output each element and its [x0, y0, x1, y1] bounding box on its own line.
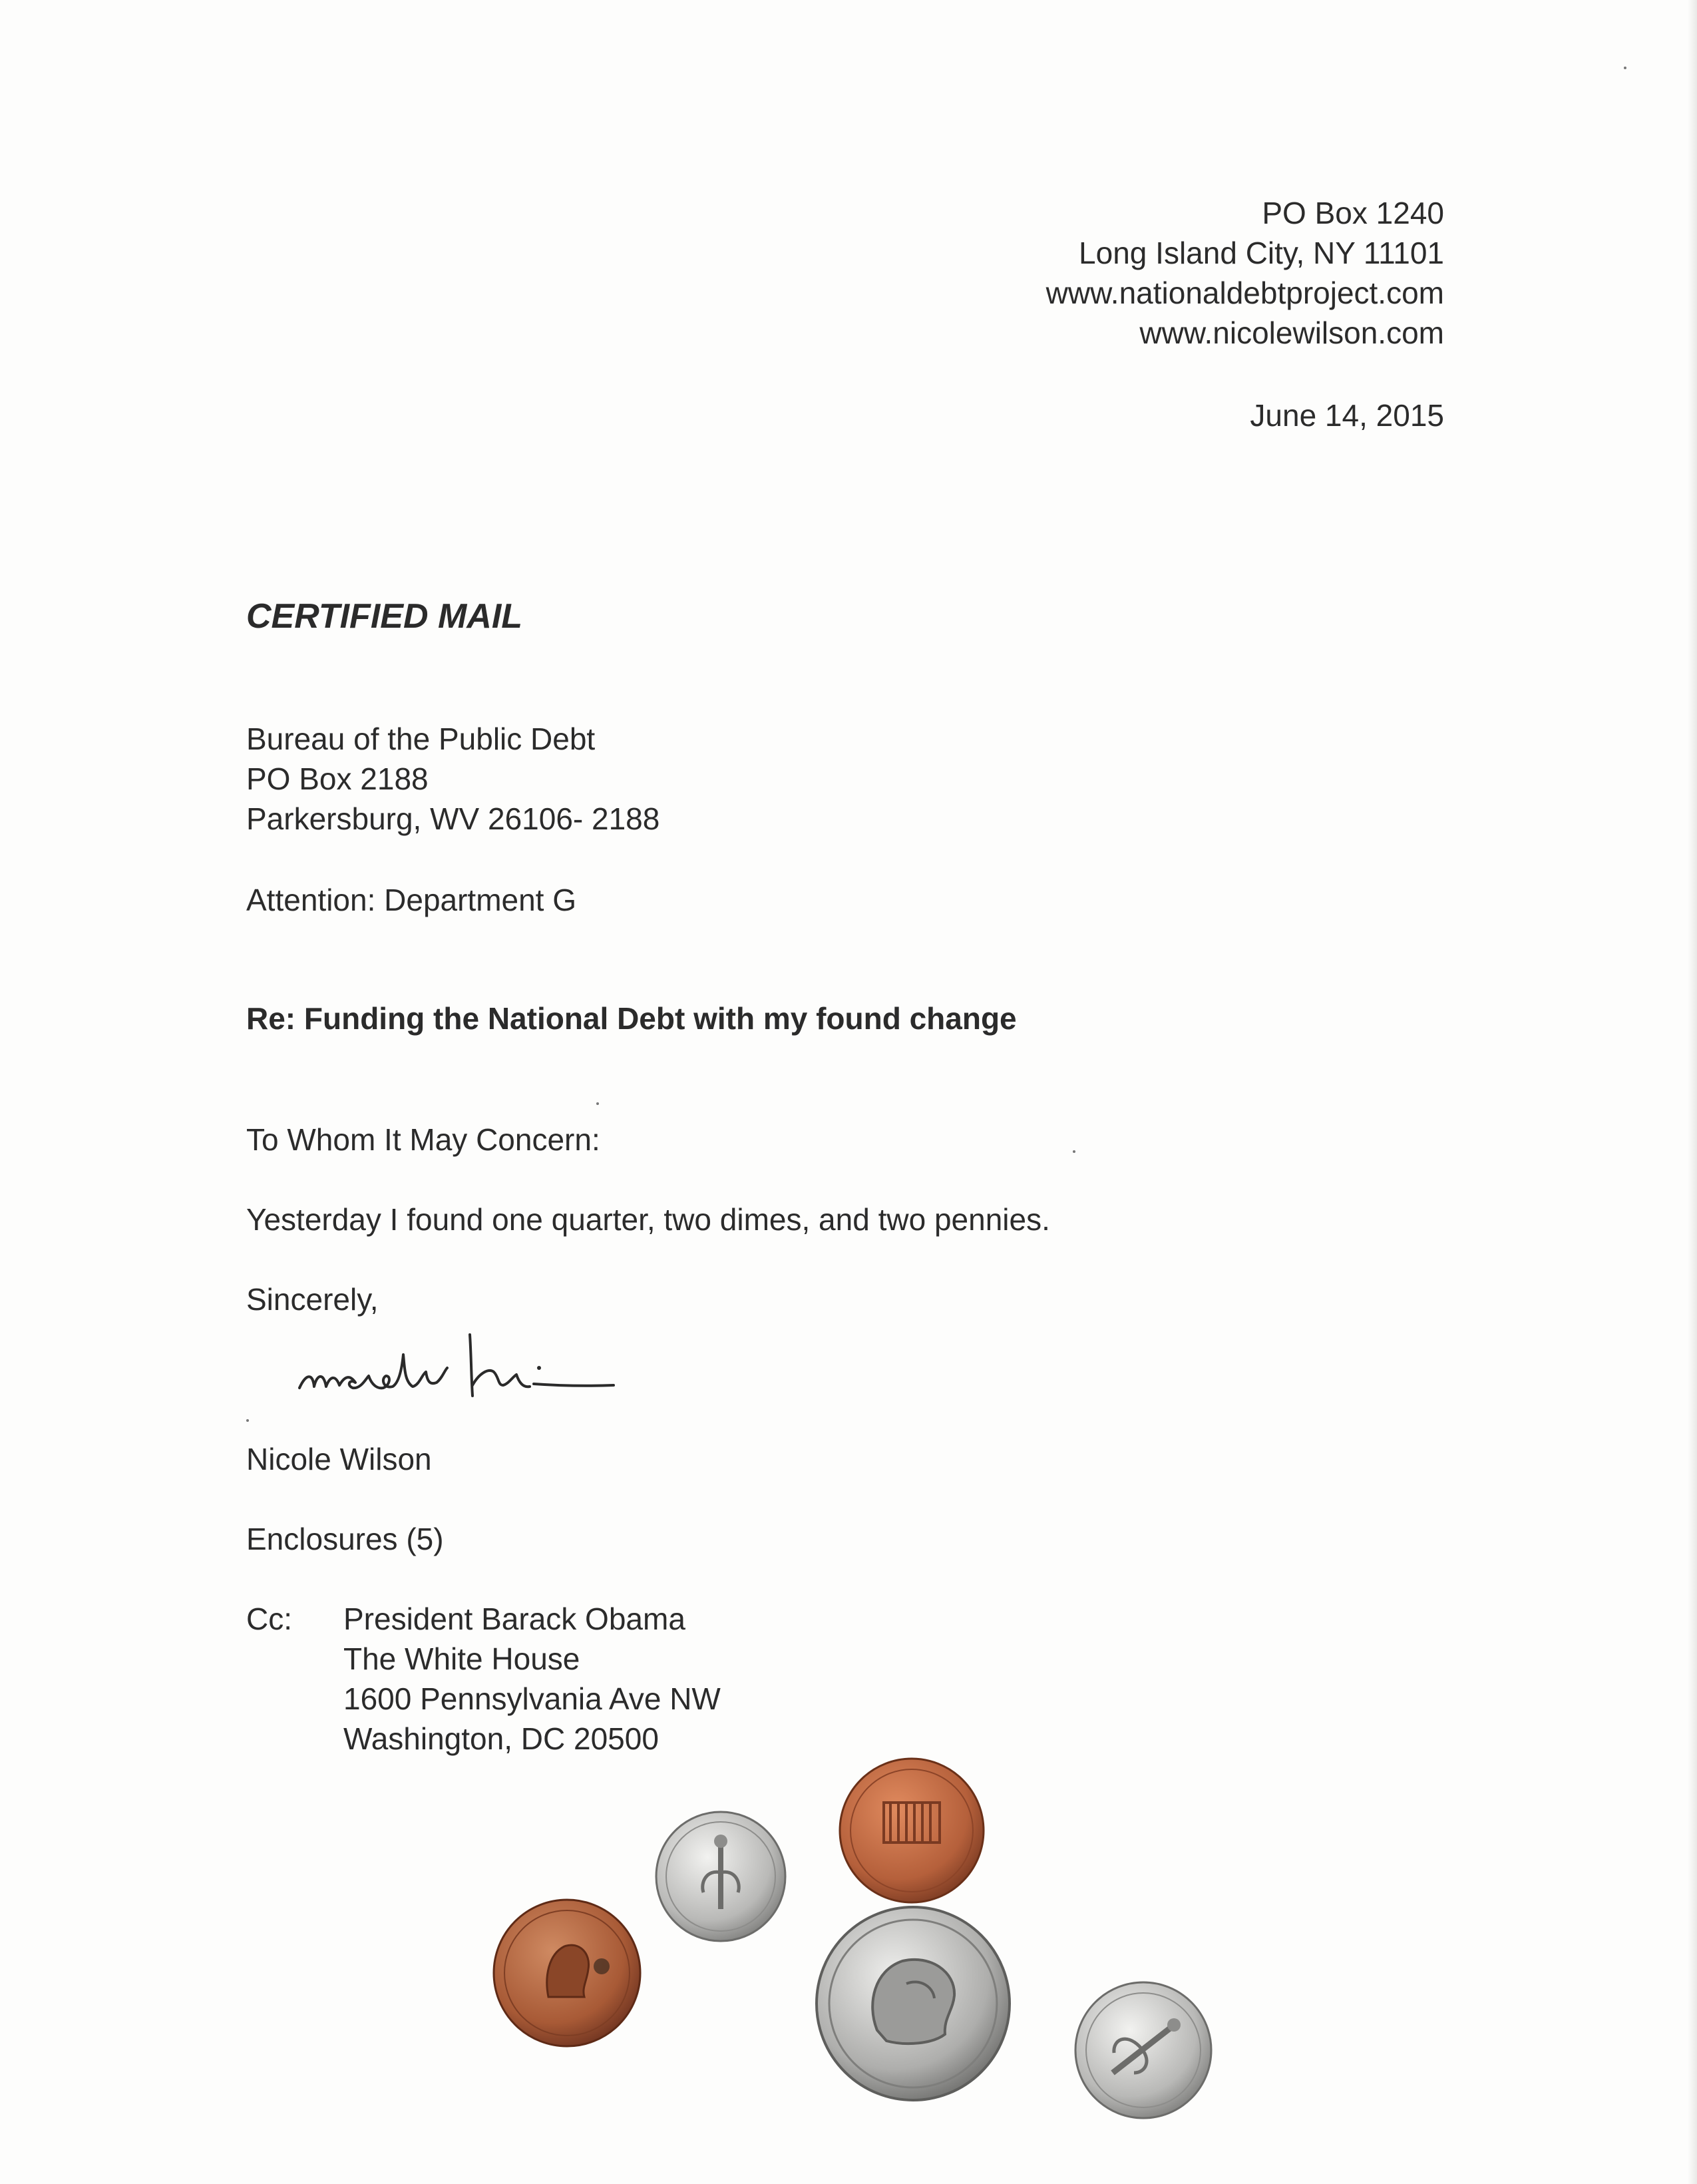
salutation: To Whom It May Concern: [246, 1122, 600, 1157]
cc-address [343, 1599, 721, 1759]
attention-line: Attention: Department G [246, 883, 577, 917]
enclosures-line: Enclosures (5) [246, 1522, 444, 1556]
recipient-address [246, 719, 660, 839]
closing: Sincerely, [246, 1282, 379, 1317]
dime-icon [1073, 1980, 1214, 2121]
sender-website-2: www.nicolewilson.com [1139, 316, 1444, 350]
paper-edge [1688, 0, 1697, 2184]
sender-website-1: www.nationaldebtproject.com [1045, 276, 1444, 310]
paper-speck [596, 1102, 599, 1105]
cc-line: President Barack Obama [343, 1602, 685, 1636]
dime-icon [654, 1809, 788, 1944]
sender-po-box: PO Box 1240 [1262, 196, 1444, 230]
recipient-city-line: Parkersburg, WV 26106- 2188 [246, 801, 660, 836]
recipient-po-box: PO Box 2188 [246, 762, 429, 796]
recipient-name: Bureau of the Public Debt [246, 722, 596, 756]
subject-line: Re: Funding the National Debt with my found change [246, 1001, 1017, 1036]
penny-icon [491, 1897, 643, 2049]
signer-name: Nicole Wilson [246, 1442, 432, 1476]
cc-line: Washington, DC 20500 [343, 1721, 659, 1756]
paper-speck [246, 1419, 249, 1422]
cc-line: The White House [343, 1641, 580, 1676]
sender-city-line: Long Island City, NY 11101 [1079, 236, 1444, 270]
handwritten-signature [286, 1321, 632, 1415]
body-paragraph: Yesterday I found one quarter, two dimes, and two pennies. [246, 1202, 1050, 1237]
certified-mail-heading: CERTIFIED MAIL [246, 597, 523, 636]
quarter-icon [813, 1904, 1013, 2103]
sender-address [1046, 193, 1444, 353]
cc-line: 1600 Pennsylvania Ave NW [343, 1681, 721, 1716]
cc-label: Cc: [246, 1602, 292, 1636]
letter-date: June 14, 2015 [1250, 398, 1444, 433]
paper-speck [1624, 67, 1626, 69]
penny-icon [837, 1756, 986, 1905]
paper-speck [1073, 1150, 1075, 1153]
